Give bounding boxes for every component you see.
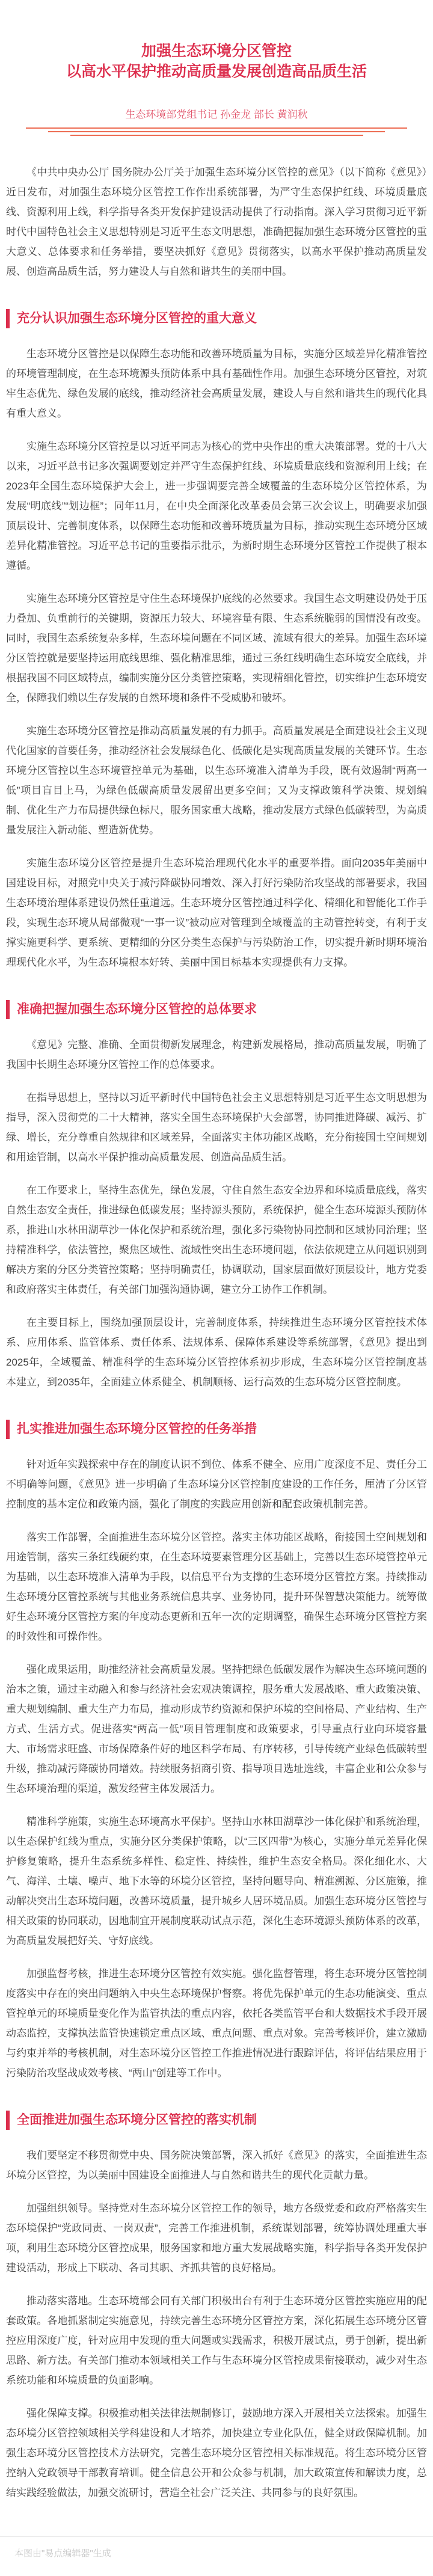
title-line-2: 以高水平保护推动高质量发展创造高品质生活 xyxy=(66,63,367,80)
paragraph: 《意见》完整、准确、全面贯彻新发展理念，构建新发展格局，推动高质量发展，明确了我国中长期生态环境分区管控工作的总体要求。 xyxy=(6,1039,427,1070)
paragraph: 加强组织领导。坚持党对生态环境分区管控工作的领导，地方各级党委和政府严格落实生态环境保护“党政同责、一岗双责”，完善工作推进机制，系统谋划部署，统筹协调处理重大事项，利用生态环境分区管控成果，服务国家和地方重大发展战略实施，科学指导各类开发保护建设活动，形成上下联动、各司其职、齐抓共管的良好格局。 xyxy=(6,2203,427,2274)
section-accent-bar xyxy=(6,1000,10,1019)
divider-line-middle xyxy=(48,131,385,132)
section-heading xyxy=(6,309,427,328)
section-heading xyxy=(6,1420,427,1439)
intro-paragraph: 《中共中央办公厅 国务院办公厅关于加强生态环境分区管控的意见》（以下简称《意见》）近日发布，对加强生态环境分区管控工作作出系统部署，为严守生态保护红线、环境质量底线、资源利用上线，科学指导各类开发保护建设活动提供了行动指南。深入学习贯彻习近平新时代中国特色社会主义思想特别是习近平生态文明思想，准确把握加强生态环境分区管控的重大意义、总体要求和任务举措，要坚决抓好《意见》贯彻落实，以高水平保护推动高质量发展、创造高品质生活，努力建设人与自然和谐共生的美丽中国。 xyxy=(6,167,427,277)
article-header xyxy=(0,0,433,136)
generator-credit: 本图由"易点编辑器"生成 xyxy=(14,2548,111,2559)
section-heading-text: 准确把握加强生态环境分区管控的总体要求 xyxy=(17,1002,257,1016)
section-heading-text: 扎实推进加强生态环境分区管控的任务举措 xyxy=(17,1422,257,1436)
section-accent-bar xyxy=(6,309,10,328)
paragraph: 推动落实落地。生态环境部会同有关部门积极出台有利于生态环境分区管控实施应用的配套政策。各地抓紧制定实施意见，持续完善生态环境分区管控方案，深化拓展生态环境分区管控应用深度广度，针对应用中发现的重大问题或实践需求，积极开展试点，勇于创新，提出新思路、新方法。有关部门推动本领域相关工作与生态环境分区管控成果衔接联动，减少对生态系统功能和环境质量的负面影响。 xyxy=(6,2295,427,2386)
decorative-divider xyxy=(0,127,433,136)
section-accent-bar xyxy=(6,2111,10,2130)
title-line-1: 加强生态环境分区管控 xyxy=(141,43,292,60)
paragraph: 实施生态环境分区管控是以习近平同志为核心的党中央作出的重大决策部署。党的十八大以来，习近平总书记多次强调要划定并严守生态保护红线、环境质量底线和资源利用上线；在2023年全国生态环境保护大会上，进一步强调要完善全域覆盖的生态环境分区管控体系，为发展“明底线”“划边框”；同年11月，在中央全面深化改革委员会第三次会议上，明确要求加强顶层设计、完善制度体系，以保障生态功能和改善环境质量为目标，推动实现生态环境分区域差异化精准管控。习近平总书记的重要指示批示，为新时期生态环境分区管控工作提供了根本遵循。 xyxy=(6,441,427,571)
paragraph: 强化保障支撑。积极推动相关法律法规制修订，鼓励地方深入开展相关立法探索。加强生态环境分区管控领域相关学科建设和人才培养，加快建立专业化队伍，健全财政保障机制。加强生态环境分区管控技术方法研究，完善生态环境分区管控相关标准规范。将生态环境分区管控纳入党政领导干部教育培训。健全信息公开和公众参与机制，加大政策宣传和解读力度，总结实践经验做法，加强交流研讨，营造全社会广泛关注、共同参与的良好氛围。 xyxy=(6,2408,427,2498)
paragraph: 我们要坚定不移贯彻党中央、国务院决策部署，深入抓好《意见》的落实，全面推进生态环境分区管控，为以美丽中国建设全面推进人与自然和谐共生的现代化贡献力量。 xyxy=(6,2150,427,2181)
paragraph: 精准科学施策，实施生态环境高水平保护。坚持山水林田湖草沙一体化保护和系统治理，以生态保护红线为重点，实施分区分类保护策略，以“三区四带”为核心，实施分单元差异化保护修复策略，提升生态系统多样性、稳定性、持续性，维护生态安全格局。深化细化水、大气、海洋、土壤、噪声、地下水等的环境分区管控，坚持问题导向、精准溯源、分区施策，推动解决突出生态环境问题，改善环境质量，提升城乡人居环境品质。加强生态环境分区管控与相关政策的协同联动，因地制宜开展制度联动试点示范，深化生态环境源头预防体系的改革，为高质量发展把好关、守好底线。 xyxy=(6,1816,427,1946)
paragraph: 强化成果运用，助推经济社会高质量发展。坚持把绿色低碳发展作为解决生态环境问题的治本之策，通过主动融入和参与经济社会宏观决策调控，服务重大发展战略、重大政策决策、重大规划编制、重大生产力布局，推动形成节约资源和保护环境的空间格局、产业结构、生产方式、生活方式。促进落实“两高一低”项目管理制度和政策要求，引导重点行业向环境容量大、市场需求旺盛、市场保障条件好的地区科学布局、有序转移，引导传统产业绿色低碳转型升级，推动减污降碳协同增效。持续服务招商引资、指导项目选址选线，丰富企业和公众参与生态环境治理的渠道，激发经营主体发展活力。 xyxy=(6,1664,427,1794)
article-body xyxy=(0,162,433,2503)
section-task-measures xyxy=(6,1420,427,2083)
paragraph: 在指导思想上，坚持以习近平新时代中国特色社会主义思想特别是习近平生态文明思想为指导，深入贯彻党的二十大精神，落实全国生态环境保护大会部署，协同推进降碳、减污、扩绿、增长，充分尊重自然规律和区域差异，全面落实主体功能区战略，充分衔接国土空间规划和用途管制，以高水平保护推动高质量发展、创造高品质生活。 xyxy=(6,1092,427,1163)
section-heading xyxy=(6,2111,427,2130)
paragraph: 实施生态环境分区管控是推动高质量发展的有力抓手。高质量发展是全面建设社会主义现代化国家的首要任务，推动经济社会发展绿色化、低碳化是实现高质量发展的关键环节。生态环境分区管控以生态环境管控单元为基础，以生态环境准入清单为手段，既有效遏制“两高一低”项目盲目上马，为绿色低碳高质量发展留出更多空间；又为支撑政策科学决策、规划编制、优化生产力布局提供绿色标尺，服务国家重大战略，推动发展方式绿色低碳转型，为高质量发展注入新动能、塑造新优势。 xyxy=(6,725,427,836)
paragraph: 落实工作部署，全面推进生态环境分区管控。落实主体功能区战略，衔接国土空间规划和用途管制，落实三条红线硬约束，在生态环境要素管理分区基础上，完善以生态环境管控单元为基础，以生态环境准入清单为手段，以信息平台为支撑的生态环境分区管控方案。持续推动生态环境分区管控系统与其他业务系统信息共享、业务协同，提升环保智慧决策能力。统筹做好生态环境分区管控方案的年度动态更新和五年一次的定期调整，确保生态环境分区管控方案的时效性和可操作性。 xyxy=(6,1532,427,1642)
section-heading-text: 充分认识加强生态环境分区管控的重大意义 xyxy=(17,311,257,325)
paragraph: 实施生态环境分区管控是提升生态环境治理现代化水平的重要举措。面向2035年美丽中国建设目标，对照党中央关于减污降碳协同增效、深入打好污染防治攻坚战的部署要求，我国生态环境治理体系建设仍然任重道远。生态环境分区管控通过科学化、精细化和智能化工作手段，实现生态环境从局部微观“一事一议”被动应对管理到全域覆盖的主动管控转变，有利于支撑实施更科学、更系统、更精细的分区分类生态保护与污染防治工作，切实提升新时期环境治理现代化水平，为生态环境根本好转、美丽中国目标基本实现提供有力支撑。 xyxy=(6,857,427,968)
paragraph: 在主要目标上，围绕加强顶层设计，完善制度体系，持续推进生态环境分区管控技术体系、应用体系、监管体系、责任体系、法规体系、保障体系建设等系统部署，《意见》提出到2025年，全域覆盖、精准科学的生态环境分区管控体系初步形成，生态环境分区管控制度基本建立，到2035年，全面建立体系健全、机制顺畅、运行高效的生态环境分区管控制度。 xyxy=(6,1317,427,1388)
section-heading-text: 全面推进加强生态环境分区管控的落实机制 xyxy=(17,2113,257,2127)
paragraph: 实施生态环境分区管控是守住生态环境保护底线的必然要求。我国生态文明建设仍处于压力叠加、负重前行的关键期，资源压力较大、环境容量有限、生态系统脆弱的国情没有改变。同时，我国生态系统复杂多样，生态环境问题在不同区域、流域有很大的差异。加强生态环境分区管控就是要坚持运用底线思维、强化精准思维，通过三条红线明确生态环境安全底线，并根据我国不同区域特点，编制实施分区分类管控策略，实现精细化管控，切实维护生态环境安全，保障我们赖以生存发展的自然环境和条件不受威胁和破坏。 xyxy=(6,593,427,704)
section-implementation-mechanism xyxy=(6,2111,427,2503)
byline: 生态环境部党组书记 孙金龙 部长 黄润秋 xyxy=(125,109,308,120)
paragraph: 加强监督考核，推进生态环境分区管控有效实施。强化监督管理，将生态环境分区管控制度落实中存在的突出问题纳入中央生态环境保护督察。将优先保护单元的生态功能演变、重点管控单元的环境质量变化作为监管执法的重点内容，依托各类监管平台和大数据技术手段开展动态监控，支撑执法监管快速锁定重点区域、重点问题、重点对象。完善考核评价，建立激励与约束并举的考核机制，对生态环境分区管控工作推进情况进行跟踪评估，将评估结果应用于污染防治攻坚战成效考核、“两山”创建等工作中。 xyxy=(6,1968,427,2079)
page-title xyxy=(0,0,433,82)
section-accent-bar xyxy=(6,1420,10,1439)
paragraph: 生态环境分区管控是以保障生态功能和改善环境质量为目标，实施分区域差异化精准管控的环境管理制度，在生态环境源头预防体系中具有基础性作用。加强生态环境分区管控，对筑牢生态优先、绿色发展的底线，推动经济社会高质量发展，建设人与自然和谐共生的现代化具有重大意义。 xyxy=(6,348,427,419)
article-footer xyxy=(0,2536,433,2574)
section-significance xyxy=(6,309,427,972)
divider-line-bottom xyxy=(70,135,363,136)
section-overall-requirements xyxy=(6,1000,427,1392)
paragraph: 在工作要求上，坚持生态优先，绿色发展，守住自然生态安全边界和环境质量底线，落实自然生态安全责任，推进绿色低碳发展；坚持源头预防，系统保护，健全生态环境源头预防体系，推进山水林田湖草沙一体化保护和系统治理，强化多污染物协同控制和区域协同治理；坚持精准科学，依法管控，聚焦区域性、流域性突出生态环境问题，依法依规建立从问题识别到解决方案的分区分类管控策略；坚持明确责任，协调联动，国家层面做好顶层设计，地方党委和政府落实主体责任，有关部门加强沟通协调，建立分工协作工作机制。 xyxy=(6,1185,427,1295)
paragraph: 针对近年实践探索中存在的制度认识不到位、体系不健全、应用广度深度不足、责任分工不明确等问题，《意见》进一步明确了生态环境分区管控制度建设的工作任务，厘清了分区管控制度的基本定位和政策内涵，强化了制度的实践应用创新和配套政策机制完善。 xyxy=(6,1459,427,1510)
divider-line-top xyxy=(26,127,407,129)
section-heading xyxy=(6,1000,427,1019)
